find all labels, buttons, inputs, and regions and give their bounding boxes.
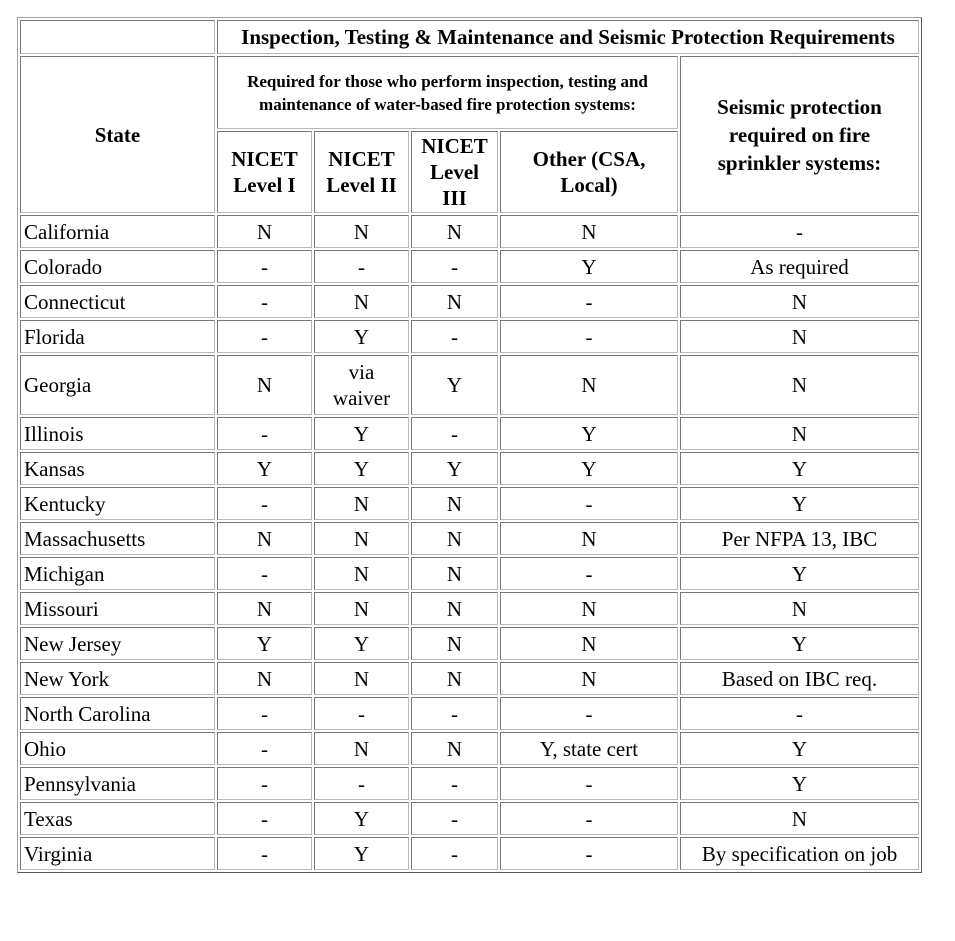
seismic-cell: N xyxy=(680,285,919,318)
table-row xyxy=(20,522,919,555)
other-cell: - xyxy=(500,802,678,835)
nicet1-cell: - xyxy=(217,767,312,800)
table-row xyxy=(20,452,919,485)
nicet3-cell: N xyxy=(411,215,498,248)
seismic-cell: Y xyxy=(680,627,919,660)
seismic-cell: As required xyxy=(680,250,919,283)
other-cell: - xyxy=(500,487,678,520)
nicet3-cell: - xyxy=(411,320,498,353)
state-cell: New Jersey xyxy=(20,627,215,660)
nicet3-cell: - xyxy=(411,802,498,835)
nicet-level-1-header: NICET Level I xyxy=(217,131,312,213)
nicet3-cell: N xyxy=(411,662,498,695)
other-cell: Y, state cert xyxy=(500,732,678,765)
table-row xyxy=(20,487,919,520)
nicet3-cell: N xyxy=(411,522,498,555)
nicet2-cell: Y xyxy=(314,837,409,870)
other-cell: N xyxy=(500,522,678,555)
state-cell: Connecticut xyxy=(20,285,215,318)
requirements-table xyxy=(17,17,922,873)
nicet3-cell: - xyxy=(411,697,498,730)
state-cell: Florida xyxy=(20,320,215,353)
nicet3-cell: - xyxy=(411,417,498,450)
nicet3-cell: N xyxy=(411,487,498,520)
nicet2-cell: Y xyxy=(314,627,409,660)
nicet3-cell: - xyxy=(411,837,498,870)
other-cell: N xyxy=(500,592,678,625)
nicet1-cell: - xyxy=(217,802,312,835)
nicet1-cell: - xyxy=(217,487,312,520)
seismic-cell: By specification on job xyxy=(680,837,919,870)
nicet2-cell: N xyxy=(314,592,409,625)
group-header-row xyxy=(20,56,919,129)
nicet1-cell: - xyxy=(217,285,312,318)
nicet1-cell: N xyxy=(217,355,312,415)
table-row xyxy=(20,627,919,660)
nicet1-cell: - xyxy=(217,250,312,283)
seismic-cell: N xyxy=(680,802,919,835)
other-cell: - xyxy=(500,320,678,353)
seismic-cell: Y xyxy=(680,487,919,520)
seismic-cell: - xyxy=(680,215,919,248)
state-cell: Missouri xyxy=(20,592,215,625)
table-row xyxy=(20,662,919,695)
nicet1-cell: N xyxy=(217,592,312,625)
nicet1-cell: Y xyxy=(217,627,312,660)
state-cell: Illinois xyxy=(20,417,215,450)
title-row xyxy=(20,20,919,54)
nicet2-cell: N xyxy=(314,487,409,520)
nicet1-cell: - xyxy=(217,320,312,353)
seismic-cell: N xyxy=(680,417,919,450)
state-cell: Kentucky xyxy=(20,487,215,520)
other-cell: Y xyxy=(500,250,678,283)
nicet3-cell: Y xyxy=(411,355,498,415)
table-row xyxy=(20,732,919,765)
table-row xyxy=(20,592,919,625)
seismic-cell: N xyxy=(680,355,919,415)
nicet3-cell: - xyxy=(411,767,498,800)
state-cell: North Carolina xyxy=(20,697,215,730)
other-cell: N xyxy=(500,215,678,248)
nicet2-cell: via waiver xyxy=(314,355,409,415)
other-cell: - xyxy=(500,767,678,800)
seismic-cell: Per NFPA 13, IBC xyxy=(680,522,919,555)
nicet2-cell: Y xyxy=(314,417,409,450)
other-cell: N xyxy=(500,662,678,695)
table-row xyxy=(20,355,919,415)
nicet1-cell: Y xyxy=(217,452,312,485)
other-cell: N xyxy=(500,355,678,415)
nicet2-cell: - xyxy=(314,697,409,730)
nicet2-cell: N xyxy=(314,732,409,765)
state-cell: Virginia xyxy=(20,837,215,870)
table-row xyxy=(20,557,919,590)
table-title: Inspection, Testing & Maintenance and Seismic Protection Requirements xyxy=(217,20,919,54)
seismic-cell: Based on IBC req. xyxy=(680,662,919,695)
seismic-cell: Y xyxy=(680,557,919,590)
table-row xyxy=(20,250,919,283)
seismic-cell: Y xyxy=(680,452,919,485)
other-cell: Y xyxy=(500,452,678,485)
nicet2-cell: Y xyxy=(314,802,409,835)
seismic-cell: N xyxy=(680,320,919,353)
other-cell: - xyxy=(500,837,678,870)
nicet1-cell: - xyxy=(217,837,312,870)
nicet2-cell: - xyxy=(314,767,409,800)
nicet1-cell: - xyxy=(217,417,312,450)
state-cell: Michigan xyxy=(20,557,215,590)
other-cell: N xyxy=(500,627,678,660)
table-row xyxy=(20,767,919,800)
nicet2-cell: - xyxy=(314,250,409,283)
table-row xyxy=(20,320,919,353)
nicet2-cell: N xyxy=(314,215,409,248)
state-cell: Georgia xyxy=(20,355,215,415)
nicet2-cell: Y xyxy=(314,320,409,353)
nicet2-cell: N xyxy=(314,285,409,318)
state-cell: Kansas xyxy=(20,452,215,485)
state-cell: Colorado xyxy=(20,250,215,283)
state-cell: Ohio xyxy=(20,732,215,765)
seismic-cell: Y xyxy=(680,732,919,765)
seismic-cell: - xyxy=(680,697,919,730)
other-cell: - xyxy=(500,697,678,730)
other-cell: - xyxy=(500,285,678,318)
seismic-header: Seismic protection required on fire sprinkler systems: xyxy=(680,56,919,213)
nicet2-cell: N xyxy=(314,522,409,555)
seismic-cell: Y xyxy=(680,767,919,800)
table-row xyxy=(20,697,919,730)
corner-cell xyxy=(20,20,215,54)
nicet3-cell: N xyxy=(411,285,498,318)
nicet1-cell: N xyxy=(217,215,312,248)
state-cell: Texas xyxy=(20,802,215,835)
state-cell: Pennsylvania xyxy=(20,767,215,800)
state-cell: Massachusetts xyxy=(20,522,215,555)
nicet-level-3-header: NICET Level III xyxy=(411,131,498,213)
table-row xyxy=(20,285,919,318)
state-cell: California xyxy=(20,215,215,248)
itm-group-header: Required for those who perform inspection, testing and maintenance of water-based fire protection systems: xyxy=(217,56,678,129)
nicet3-cell: Y xyxy=(411,452,498,485)
table-row xyxy=(20,837,919,870)
table-row xyxy=(20,215,919,248)
table-row xyxy=(20,802,919,835)
state-header: State xyxy=(20,56,215,213)
nicet1-cell: - xyxy=(217,557,312,590)
table-row xyxy=(20,417,919,450)
nicet2-cell: N xyxy=(314,557,409,590)
other-header: Other (CSA, Local) xyxy=(500,131,678,213)
state-cell: New York xyxy=(20,662,215,695)
nicet3-cell: N xyxy=(411,592,498,625)
nicet3-cell: N xyxy=(411,732,498,765)
nicet3-cell: N xyxy=(411,627,498,660)
nicet1-cell: N xyxy=(217,522,312,555)
nicet2-cell: N xyxy=(314,662,409,695)
requirements-table-container xyxy=(17,17,921,873)
nicet3-cell: N xyxy=(411,557,498,590)
other-cell: Y xyxy=(500,417,678,450)
nicet1-cell: - xyxy=(217,732,312,765)
nicet-level-2-header: NICET Level II xyxy=(314,131,409,213)
other-cell: - xyxy=(500,557,678,590)
nicet2-cell: Y xyxy=(314,452,409,485)
nicet1-cell: N xyxy=(217,662,312,695)
nicet3-cell: - xyxy=(411,250,498,283)
seismic-cell: N xyxy=(680,592,919,625)
nicet1-cell: - xyxy=(217,697,312,730)
